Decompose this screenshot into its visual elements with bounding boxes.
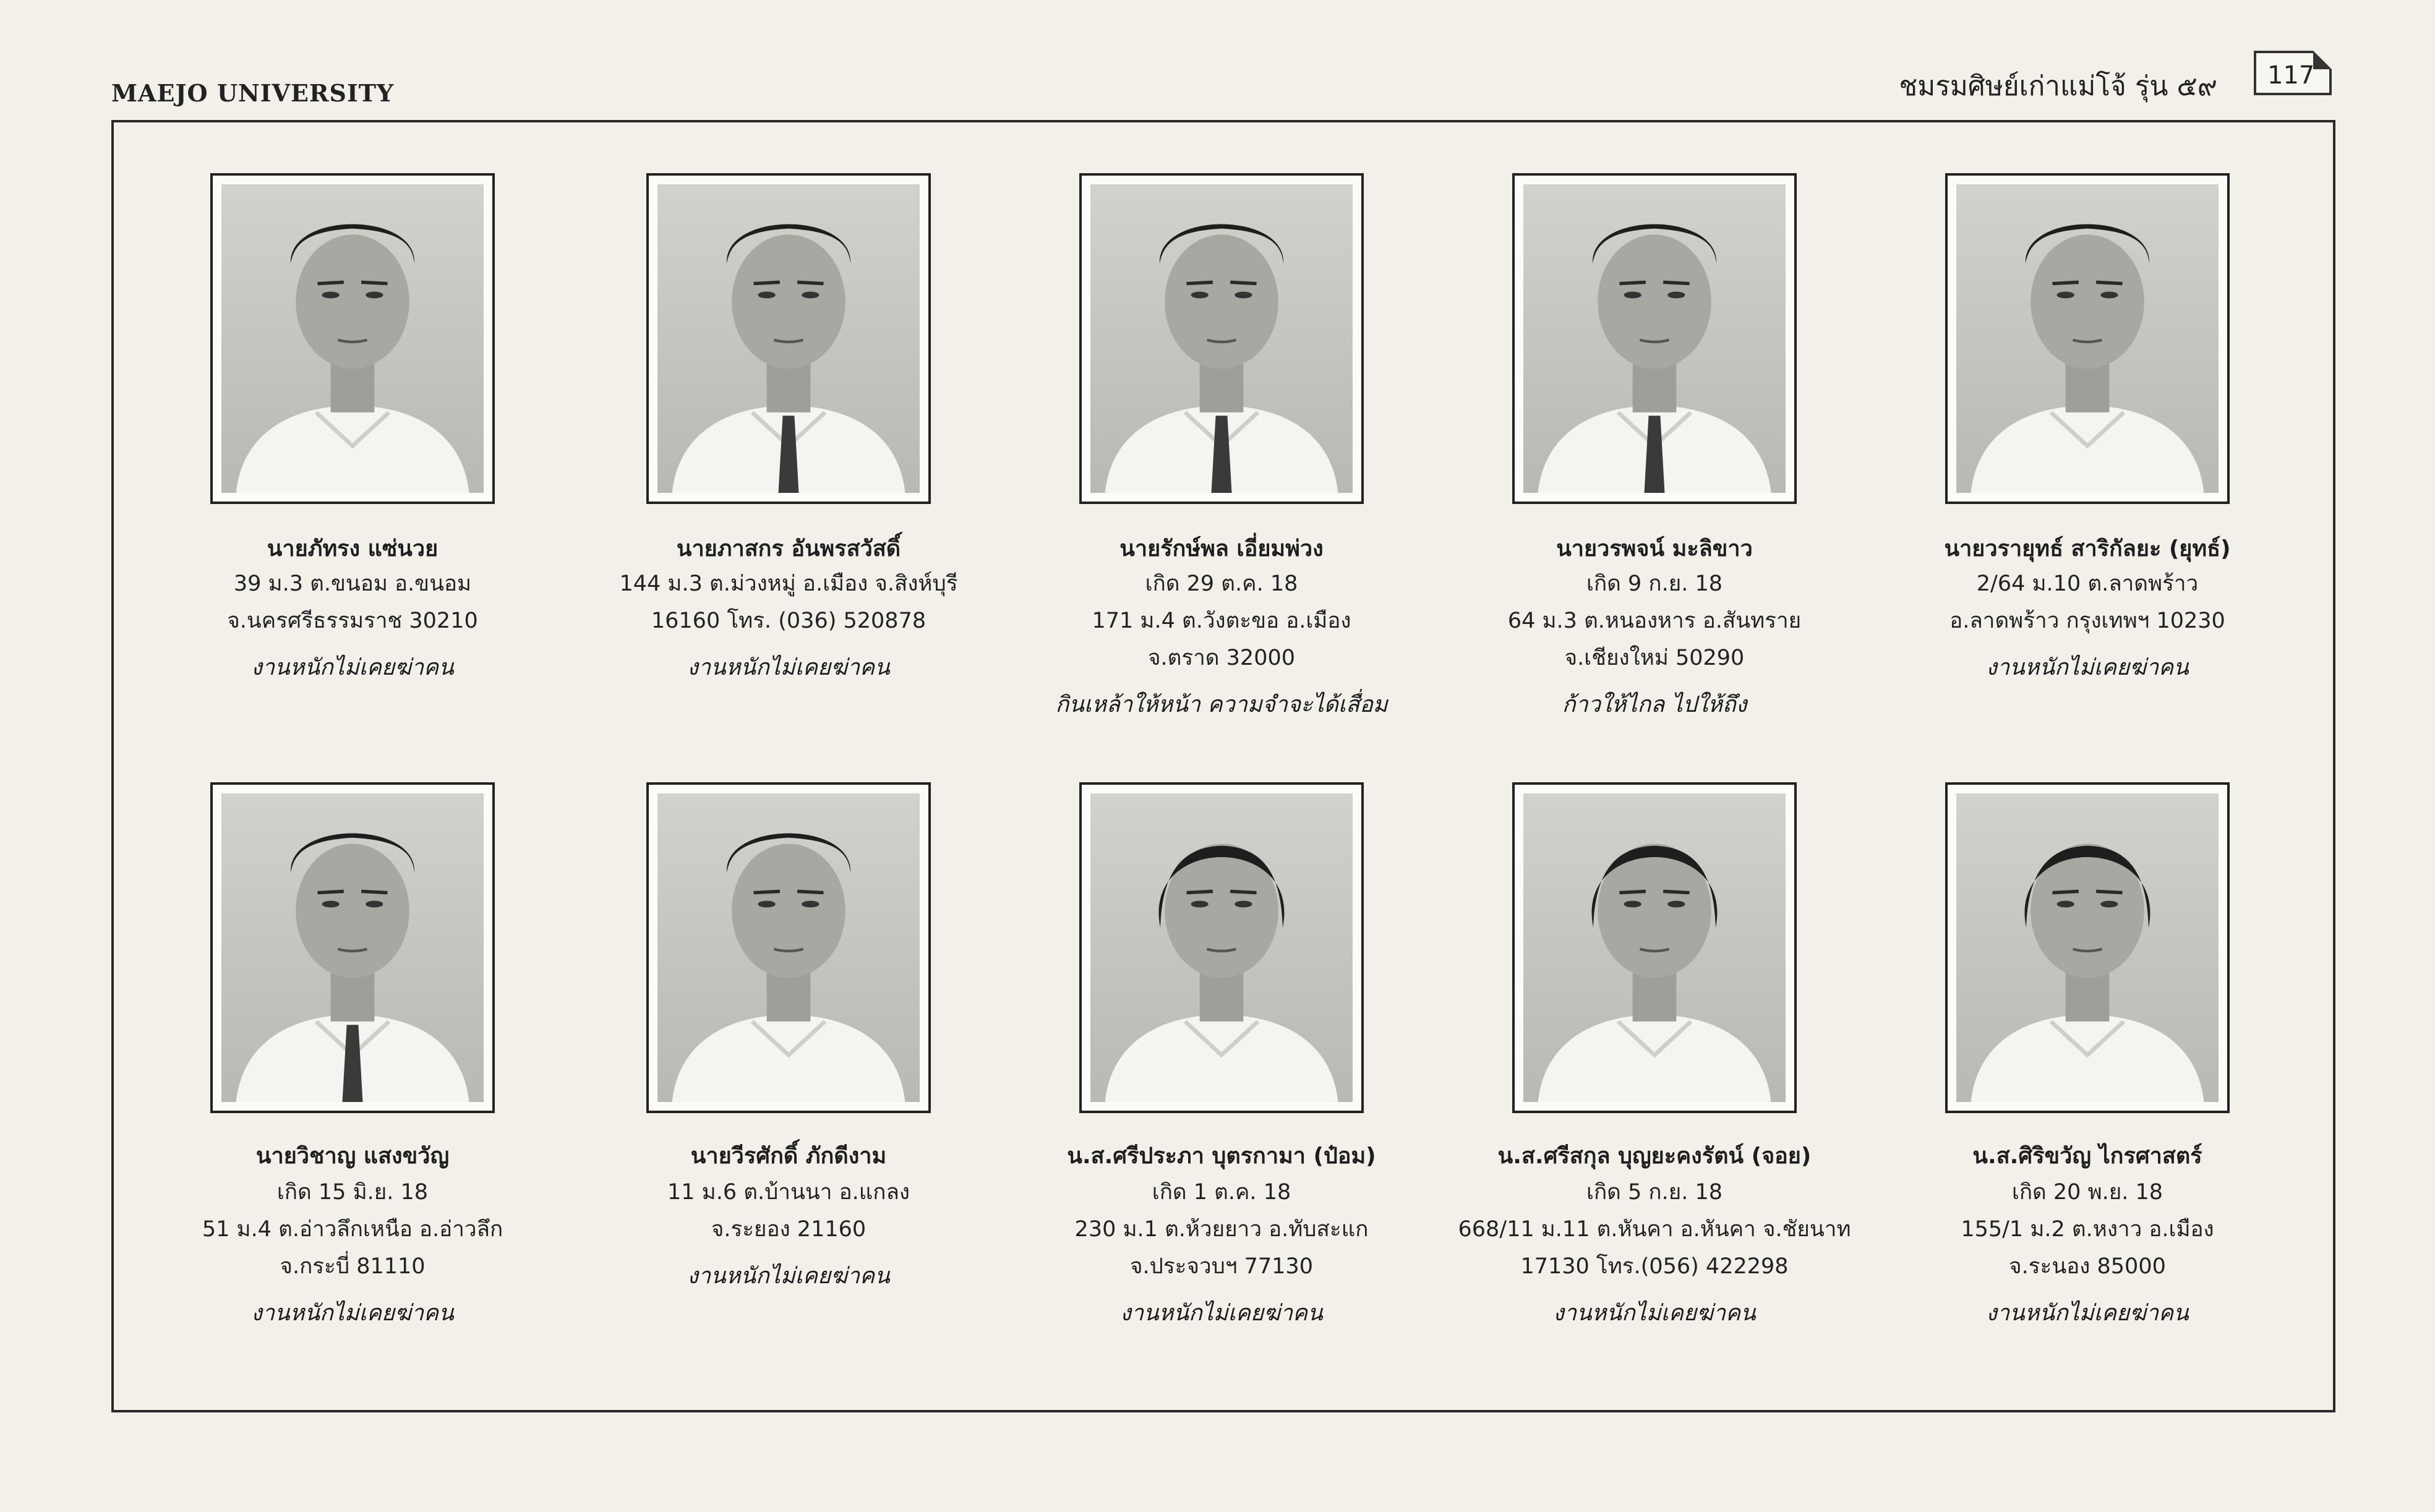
student-detail-line: อ.ลาดพร้าว กรุงเทพฯ 10230: [1949, 609, 2225, 633]
student-detail-line: 2/64 ม.10 ต.ลาดพร้าว: [1976, 571, 2199, 596]
student-detail-line: 39 ม.3 ต.ขนอม อ.ขนอม: [233, 571, 472, 596]
student-card: [1005, 173, 1438, 730]
student-card: [1871, 173, 2304, 730]
portrait-image: [1523, 184, 1786, 493]
student-name: นายภาสกร อันพรสวัสดิ์: [676, 536, 901, 562]
student-card: [1438, 173, 1871, 730]
student-name: นายวีรศักดิ์ ภักดีงาม: [690, 1143, 887, 1169]
student-photo: [646, 782, 931, 1113]
student-detail-line: เกิด 20 พ.ย. 18: [2011, 1180, 2163, 1205]
student-name: นายวรายุทธ์ สาริกัลยะ (ยุทธ์): [1944, 536, 2231, 562]
student-name: นายวรพจน์ มะลิขาว: [1556, 536, 1753, 562]
page-number-tab: [2254, 51, 2332, 95]
student-detail-line: 155/1 ม.2 ต.หงาว อ.เมือง: [1961, 1217, 2214, 1242]
page-fold-corner: [2313, 51, 2332, 69]
portrait-image: [221, 793, 484, 1102]
portrait-image: [221, 184, 484, 493]
portrait-image: [657, 184, 920, 493]
student-name: น.ส.ศรีประภา บุตรกามา (ป๋อม): [1067, 1143, 1376, 1169]
student-detail-line: 171 ม.4 ต.วังตะขอ อ.เมือง: [1092, 609, 1351, 633]
alumni-club-title: ชมรมศิษย์เก่าแม่โจ้ รุ่น ๕๙: [1899, 70, 2217, 102]
page-number: 117: [2267, 61, 2315, 90]
student-motto: งานหนักไม่เคยฆ่าคน: [251, 1301, 454, 1326]
student-card: [1438, 782, 1871, 1339]
student-photo: [1079, 782, 1364, 1113]
student-motto: งานหนักไม่เคยฆ่าคน: [687, 1263, 890, 1289]
portrait-image: [1956, 793, 2219, 1102]
student-card: [1871, 782, 2304, 1339]
student-detail-line: 51 ม.4 ต.อ่าวลึกเหนือ อ.อ่าวลึก: [202, 1217, 503, 1242]
student-card: [136, 173, 569, 730]
portrait-image: [1956, 184, 2219, 493]
student-detail-line: 11 ม.6 ต.บ้านนา อ.แกลง: [667, 1180, 910, 1205]
student-photo: [1945, 173, 2230, 504]
portrait-image: [1090, 793, 1353, 1102]
student-card: [572, 782, 1005, 1339]
student-photo: [1512, 173, 1797, 504]
student-motto: งานหนักไม่เคยฆ่าคน: [1986, 655, 2189, 680]
portrait-image: [1090, 184, 1353, 493]
student-photo: [210, 173, 495, 504]
student-photo: [1945, 782, 2230, 1113]
student-detail-line: จ.นครศรีธรรมราช 30210: [227, 609, 478, 633]
student-motto: งานหนักไม่เคยฆ่าคน: [1120, 1301, 1323, 1326]
university-name: MAEJO UNIVERSITY: [111, 79, 395, 107]
student-detail-line: 16160 โทร. (036) 520878: [651, 609, 926, 633]
student-motto: งานหนักไม่เคยฆ่าคน: [1986, 1301, 2189, 1326]
student-motto: กินเหล้าให้หน้า ความจำจะได้เสื่อม: [1055, 692, 1388, 717]
student-name: น.ส.ศรีสกุล บุญยะคงรัตน์ (จอย): [1497, 1143, 1812, 1169]
student-detail-line: 144 ม.3 ต.ม่วงหมู่ อ.เมือง จ.สิงห์บุรี: [619, 571, 958, 596]
student-detail-line: 17130 โทร.(056) 422298: [1520, 1254, 1789, 1279]
student-detail-line: เกิด 15 มิ.ย. 18: [276, 1180, 429, 1205]
student-detail-line: 64 ม.3 ต.หนองหาร อ.สันทราย: [1507, 609, 1802, 633]
student-photo: [646, 173, 931, 504]
student-card: [1005, 782, 1438, 1339]
student-detail-line: จ.ประจวบฯ 77130: [1130, 1254, 1313, 1279]
student-detail-line: จ.ระนอง 85000: [2009, 1254, 2166, 1279]
student-detail-line: จ.ระยอง 21160: [711, 1217, 867, 1242]
student-photo: [1512, 782, 1797, 1113]
student-motto: ก้าวให้ไกล ไปให้ถึง: [1562, 692, 1747, 717]
student-name: น.ส.ศิริขวัญ ไกรศาสตร์: [1972, 1143, 2202, 1169]
portrait-image: [1523, 793, 1786, 1102]
student-detail-line: 230 ม.1 ต.ห้วยยาว อ.ทับสะแก: [1074, 1217, 1369, 1242]
student-card: [136, 782, 569, 1339]
student-photo: [210, 782, 495, 1113]
portrait-image: [657, 793, 920, 1102]
student-detail-line: จ.ตราด 32000: [1147, 646, 1295, 670]
student-photo: [1079, 173, 1364, 504]
student-name: นายรักษ์พล เอี่ยมพ่วง: [1119, 536, 1324, 562]
student-detail-line: เกิด 29 ต.ค. 18: [1145, 571, 1298, 596]
student-detail-line: จ.กระบี่ 81110: [280, 1254, 426, 1279]
student-motto: งานหนักไม่เคยฆ่าคน: [1553, 1301, 1756, 1326]
student-detail-line: จ.เชียงใหม่ 50290: [1564, 646, 1745, 670]
student-motto: งานหนักไม่เคยฆ่าคน: [687, 655, 890, 680]
student-name: นายวิชาญ แสงขวัญ: [255, 1143, 450, 1169]
student-card: [572, 173, 1005, 730]
student-detail-line: เกิด 9 ก.ย. 18: [1586, 571, 1722, 596]
student-detail-line: เกิด 5 ก.ย. 18: [1586, 1180, 1722, 1205]
student-motto: งานหนักไม่เคยฆ่าคน: [251, 655, 454, 680]
student-detail-line: 668/11 ม.11 ต.หันคา อ.หันคา จ.ชัยนาท: [1458, 1217, 1851, 1242]
student-name: นายภัทรง แซ่นวย: [267, 536, 439, 562]
student-detail-line: เกิด 1 ต.ค. 18: [1152, 1180, 1291, 1205]
